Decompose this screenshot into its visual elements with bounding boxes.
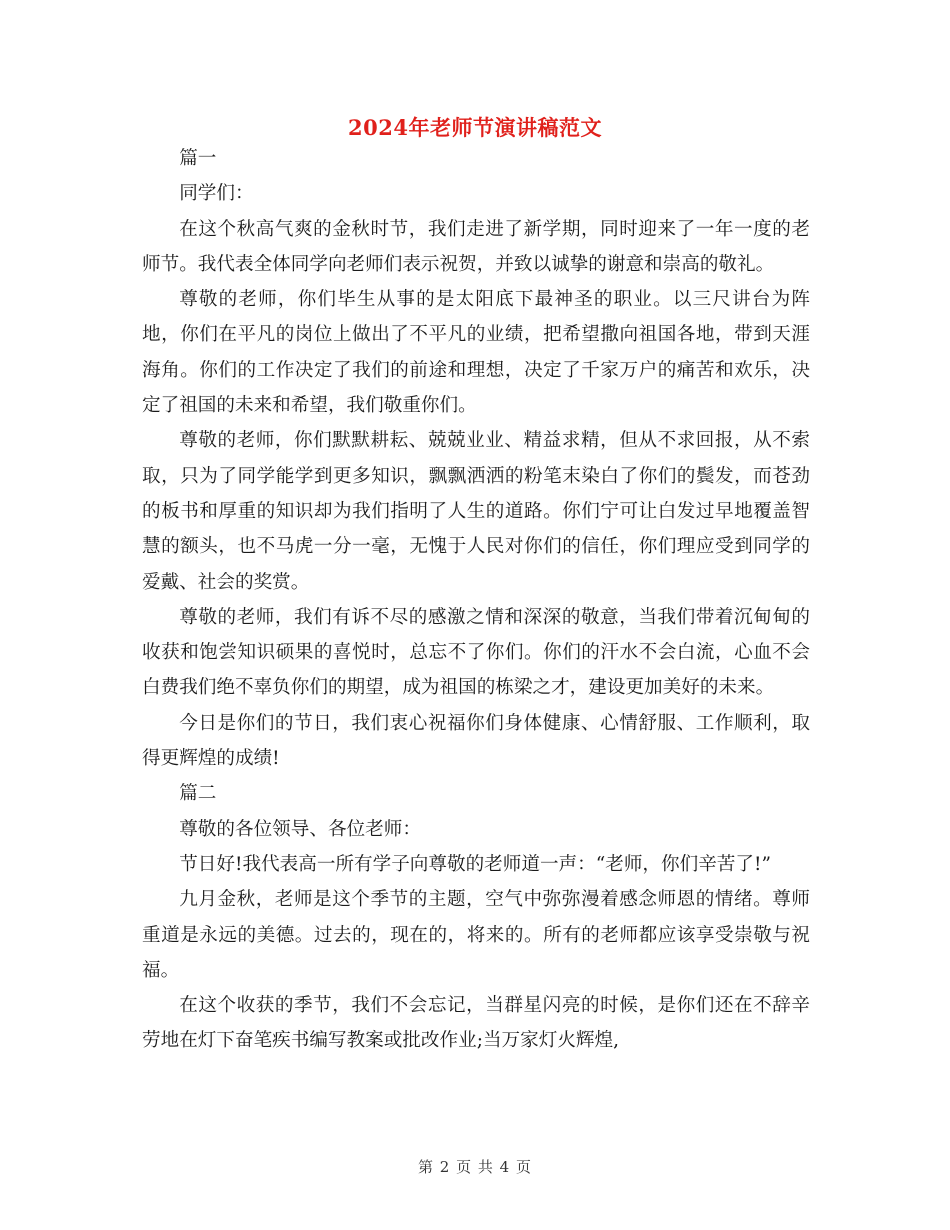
section-heading-2: 篇二 [179, 783, 217, 805]
document-title: 2024年老师节演讲稿范文 [348, 115, 602, 140]
paragraph: 节日好!我代表高一所有学子向尊敬的老师道一声：“老师，你们辛苦了!” [179, 853, 771, 875]
salutation: 同学们： [179, 183, 254, 205]
section-heading-1: 篇一 [179, 148, 217, 169]
paragraph: 尊敬的老师，我们有诉不尽的感激之情和深深的敬意，当我们带着沉甸甸的收获和饱尝知识硕果的喜悦时，总忘不了你们。你们的汗水不会白流，心血不会白费我们绝不辜负你们的期望，成为祖国的栋梁之才，建设更加美好的未来。 [142, 606, 810, 699]
paragraph: 九月金秋，老师是这个季节的主题，空气中弥弥漫着感念师恩的情绪。尊师重道是永远的美德。过去的，现在的，将来的。所有的老师都应该享受崇敬与祝福。 [142, 889, 810, 981]
paragraph: 在这个收获的季节，我们不会忘记，当群星闪亮的时候，是你们还在不辞辛劳地在灯下奋笔疾书编写教案或批改作业;当万家灯火辉煌, [142, 995, 810, 1052]
paragraph: 尊敬的老师，你们毕生从事的是太阳底下最神圣的职业。以三尺讲台为阵地，你们在平凡的岗位上做出了不平凡的业绩，把希望撒向祖国各地，带到天涯海角。你们的工作决定了我们的前途和理想，决定了千家万户的痛苦和欢乐，决定了祖国的未来和希望，我们敬重你们。 [142, 289, 810, 417]
page-number-footer: 第 2 页 共 4 页 [418, 1158, 532, 1176]
document-body [142, 141, 810, 1059]
paragraph: 今日是你们的节日，我们衷心祝福你们身体健康、心情舒服、工作顺利，取得更辉煌的成绩! [142, 712, 810, 770]
salutation: 尊敬的各位领导、各位老师： [179, 818, 421, 840]
paragraph: 尊敬的老师，你们默默耕耘、兢兢业业、精益求精，但从不求回报，从不索取，只为了同学能学到更多知识，飘飘洒洒的粉笔末染白了你们的鬓发，而苍劲的板书和厚重的知识却为我们指明了人生的道路。你们宁可让白发过早地覆盖智慧的额头，也不马虎一分一毫，无愧于人民对你们的信任，你们理应受到同学的爱戴、社会的奖赏。 [142, 430, 810, 593]
paragraph: 在这个秋高气爽的金秋时节，我们走进了新学期，同时迎来了一年一度的老师节。我代表全体同学向老师们表示祝贺，并致以诚挚的谢意和崇高的敬礼。 [142, 218, 810, 275]
